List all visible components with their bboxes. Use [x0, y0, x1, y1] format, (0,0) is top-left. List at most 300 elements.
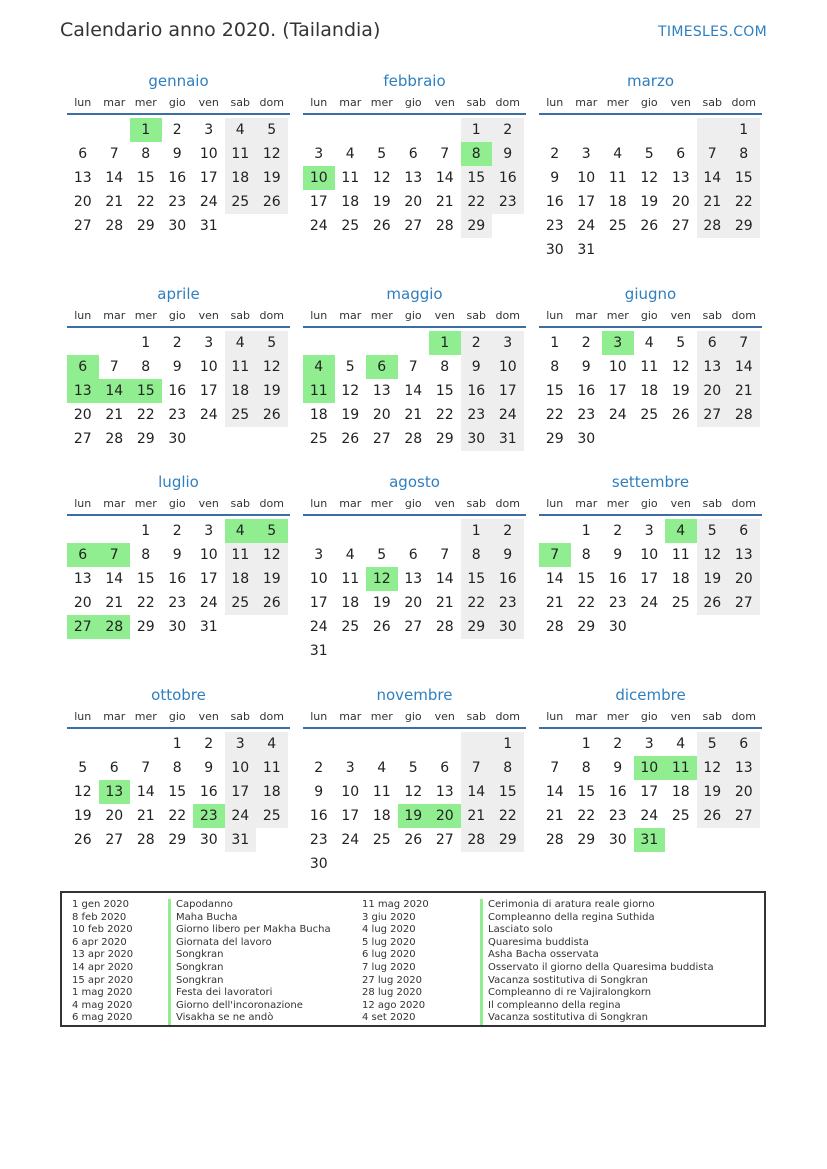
day-cell: 9	[461, 355, 493, 379]
month-name: ottobre	[151, 686, 206, 704]
day-cell: 29	[577, 832, 596, 848]
legend-holiday-name: Cerimonia di aratura reale giorno	[480, 899, 714, 912]
day-cell: 8	[141, 547, 151, 563]
day-cell: 29	[136, 431, 155, 447]
day-cell: 22	[461, 190, 493, 214]
empty-cell	[539, 118, 571, 142]
holiday-day-cell: 31	[634, 828, 666, 852]
day-cell: 20	[671, 194, 690, 210]
day-cell: 28	[136, 832, 155, 848]
day-cell: 1	[550, 335, 560, 351]
day-cell: 8	[461, 543, 493, 567]
legend-date: 27 lug 2020	[362, 974, 422, 986]
month-name: novembre	[376, 686, 453, 704]
day-cell: 8	[581, 547, 591, 563]
day-cell: 25	[671, 595, 690, 611]
weekday-label: gio	[168, 497, 186, 510]
day-cell: 13	[671, 170, 690, 186]
day-cell: 12	[640, 170, 659, 186]
day-cell: 21	[728, 379, 760, 403]
empty-cell	[461, 639, 493, 663]
day-cell: 30	[199, 832, 218, 848]
month-name: marzo	[626, 72, 675, 90]
weekday-label: mer	[370, 309, 393, 322]
day-cell: 6	[676, 146, 686, 162]
day-cell: 24	[199, 194, 218, 210]
weekday-label: mar	[103, 96, 126, 109]
day-cell: 28	[435, 218, 454, 234]
weekday-label: gio	[404, 96, 422, 109]
day-cell: 17	[577, 194, 596, 210]
legend-holiday-name: Capodanno	[168, 899, 331, 912]
day-cell: 4	[644, 335, 654, 351]
day-cell: 4	[345, 146, 355, 162]
day-cell: 6	[109, 760, 119, 776]
month-maggio	[303, 283, 526, 451]
empty-cell	[429, 639, 461, 663]
day-cell: 19	[256, 379, 288, 403]
empty-cell	[602, 238, 634, 262]
day-cell: 16	[608, 571, 627, 587]
day-cell: 30	[577, 431, 596, 447]
day-cell: 11	[372, 784, 391, 800]
legend-date: 8 feb 2020	[72, 911, 127, 923]
empty-cell	[366, 519, 398, 543]
day-cell: 5	[377, 146, 387, 162]
day-cell: 5	[408, 760, 418, 776]
day-cell: 11	[341, 571, 360, 587]
day-cell: 5	[697, 732, 729, 756]
holiday-day-cell: 3	[602, 331, 634, 355]
day-cell: 28	[404, 431, 423, 447]
legend-date: 12 ago 2020	[362, 999, 426, 1011]
empty-cell	[398, 519, 430, 543]
day-cell: 2	[172, 523, 182, 539]
day-cell: 16	[492, 567, 524, 591]
day-cell: 5	[676, 335, 686, 351]
day-cell: 7	[728, 331, 760, 355]
day-cell: 22	[136, 194, 155, 210]
day-cell: 18	[671, 571, 690, 587]
month-name: luglio	[158, 473, 199, 491]
weekday-label: dom	[731, 710, 756, 723]
empty-cell	[728, 828, 760, 852]
day-cell: 20	[728, 567, 760, 591]
day-cell: 15	[136, 571, 155, 587]
legend-holiday-name: Quaresima buddista	[480, 937, 714, 950]
month-name: aprile	[157, 285, 200, 303]
day-cell: 6	[408, 547, 418, 563]
weekday-label: ven	[198, 710, 219, 723]
day-cell: 15	[168, 784, 187, 800]
legend-date: 10 feb 2020	[72, 924, 133, 936]
day-grid	[303, 732, 526, 876]
weekday-header	[539, 92, 762, 115]
weekday-label: mar	[103, 309, 126, 322]
month-name: agosto	[389, 473, 440, 491]
day-cell: 3	[345, 760, 355, 776]
month-luglio	[67, 471, 290, 639]
weekday-label: lun	[74, 96, 92, 109]
empty-cell	[256, 214, 288, 238]
weekday-label: mer	[606, 309, 629, 322]
day-cell: 27	[671, 218, 690, 234]
empty-cell	[429, 732, 461, 756]
weekday-label: lun	[546, 710, 564, 723]
empty-cell	[461, 852, 493, 876]
empty-cell	[728, 427, 760, 451]
day-cell: 8	[728, 142, 760, 166]
day-cell: 10	[199, 359, 218, 375]
day-cell: 2	[172, 122, 182, 138]
day-cell: 27	[435, 832, 454, 848]
weekday-label: dom	[259, 710, 284, 723]
day-cell: 19	[256, 166, 288, 190]
day-cell: 16	[168, 383, 187, 399]
day-cell: 17	[225, 780, 257, 804]
weekday-header	[303, 305, 526, 328]
day-cell: 16	[492, 166, 524, 190]
day-cell: 14	[545, 571, 564, 587]
empty-cell	[665, 427, 697, 451]
empty-cell	[303, 732, 335, 756]
empty-cell	[67, 331, 99, 355]
empty-cell	[67, 118, 99, 142]
legend-holiday-name: Maha Bucha	[168, 912, 331, 925]
day-cell: 22	[728, 190, 760, 214]
legend-names-col-2	[480, 899, 714, 1025]
weekday-label: ven	[670, 497, 691, 510]
day-cell: 5	[377, 547, 387, 563]
weekday-label: mar	[339, 710, 362, 723]
day-cell: 13	[697, 355, 729, 379]
day-cell: 23	[309, 832, 328, 848]
day-cell: 7	[440, 146, 450, 162]
empty-cell	[256, 427, 288, 451]
day-cell: 27	[73, 431, 92, 447]
day-cell: 31	[225, 828, 257, 852]
legend-date: 4 set 2020	[362, 1012, 416, 1024]
day-cell: 23	[492, 190, 524, 214]
day-cell: 1	[581, 736, 591, 752]
weekday-label: mer	[606, 96, 629, 109]
day-cell: 27	[372, 431, 391, 447]
day-cell: 11	[608, 170, 627, 186]
holiday-day-cell: 7	[539, 543, 571, 567]
day-cell: 2	[550, 146, 560, 162]
weekday-label: sab	[702, 497, 722, 510]
day-cell: 29	[168, 832, 187, 848]
day-cell: 30	[461, 427, 493, 451]
empty-cell	[99, 331, 131, 355]
day-cell: 22	[136, 595, 155, 611]
day-cell: 20	[73, 194, 92, 210]
day-cell: 1	[141, 335, 151, 351]
day-cell: 12	[697, 756, 729, 780]
day-cell: 9	[613, 547, 623, 563]
empty-cell	[429, 118, 461, 142]
empty-cell	[256, 828, 288, 852]
day-cell: 9	[204, 760, 214, 776]
day-cell: 9	[172, 359, 182, 375]
holiday-day-cell: 6	[366, 355, 398, 379]
weekday-label: ven	[198, 309, 219, 322]
day-cell: 30	[168, 218, 187, 234]
weekday-label: dom	[259, 309, 284, 322]
legend-holiday-name: Compleanno della regina Suthida	[480, 912, 714, 925]
weekday-label: dom	[495, 710, 520, 723]
day-cell: 18	[372, 808, 391, 824]
weekday-label: gio	[640, 497, 658, 510]
day-cell: 17	[309, 595, 328, 611]
day-cell: 22	[136, 407, 155, 423]
day-cell: 22	[168, 808, 187, 824]
day-cell: 3	[314, 547, 324, 563]
empty-cell	[99, 519, 131, 543]
day-cell: 4	[345, 547, 355, 563]
legend-date: 1 gen 2020	[72, 899, 130, 910]
holiday-day-cell: 12	[366, 567, 398, 591]
day-cell: 1	[461, 118, 493, 142]
day-cell: 3	[644, 736, 654, 752]
weekday-label: mar	[339, 497, 362, 510]
holiday-day-cell: 6	[67, 543, 99, 567]
empty-cell	[728, 615, 760, 639]
legend-holiday-name: Songkran	[168, 949, 331, 962]
day-cell: 23	[492, 591, 524, 615]
day-cell: 10	[577, 170, 596, 186]
empty-cell	[571, 118, 603, 142]
day-cell: 14	[728, 355, 760, 379]
empty-cell	[539, 519, 571, 543]
holiday-legend	[60, 891, 766, 1027]
weekday-label: mer	[134, 309, 157, 322]
day-cell: 25	[309, 431, 328, 447]
empty-cell	[665, 118, 697, 142]
weekday-label: ven	[434, 96, 455, 109]
day-cell: 4	[225, 331, 257, 355]
empty-cell	[366, 852, 398, 876]
empty-cell	[303, 118, 335, 142]
weekday-label: ven	[670, 96, 691, 109]
weekday-header	[67, 305, 290, 328]
day-cell: 15	[577, 784, 596, 800]
holiday-day-cell: 15	[130, 379, 162, 403]
empty-cell	[697, 615, 729, 639]
day-cell: 12	[256, 142, 288, 166]
day-cell: 8	[581, 760, 591, 776]
day-cell: 12	[671, 359, 690, 375]
day-cell: 9	[550, 170, 560, 186]
day-cell: 7	[440, 547, 450, 563]
day-cell: 21	[105, 194, 124, 210]
day-cell: 24	[341, 832, 360, 848]
holiday-day-cell: 11	[303, 379, 335, 403]
day-cell: 25	[225, 591, 257, 615]
weekday-label: sab	[466, 96, 486, 109]
day-cell: 5	[256, 118, 288, 142]
weekday-label: ven	[670, 309, 691, 322]
day-cell: 11	[671, 547, 690, 563]
legend-date: 7 lug 2020	[362, 961, 416, 973]
empty-cell	[398, 639, 430, 663]
legend-date: 6 apr 2020	[72, 936, 127, 948]
weekday-label: gio	[404, 497, 422, 510]
day-cell: 26	[256, 403, 288, 427]
holiday-day-cell: 7	[99, 543, 131, 567]
day-cell: 11	[225, 543, 257, 567]
day-cell: 23	[168, 194, 187, 210]
day-cell: 17	[640, 571, 659, 587]
weekday-label: ven	[670, 710, 691, 723]
weekday-label: sab	[702, 96, 722, 109]
empty-cell	[99, 732, 131, 756]
day-cell: 16	[199, 784, 218, 800]
weekday-label: gio	[404, 710, 422, 723]
day-cell: 10	[225, 756, 257, 780]
day-cell: 14	[404, 383, 423, 399]
holiday-day-cell: 1	[429, 331, 461, 355]
day-grid	[539, 118, 762, 262]
empty-cell	[398, 852, 430, 876]
weekday-header	[539, 305, 762, 328]
weekday-header	[67, 493, 290, 516]
day-cell: 18	[225, 567, 257, 591]
day-cell: 16	[168, 571, 187, 587]
day-cell: 26	[256, 591, 288, 615]
empty-cell	[225, 427, 257, 451]
day-cell: 11	[256, 756, 288, 780]
day-cell: 25	[225, 190, 257, 214]
empty-cell	[539, 732, 571, 756]
holiday-day-cell: 10	[634, 756, 666, 780]
day-cell: 27	[105, 832, 124, 848]
legend-holiday-name: Giorno dell'incoronazione	[168, 1000, 331, 1013]
weekday-label: dom	[495, 96, 520, 109]
day-cell: 29	[492, 828, 524, 852]
weekday-label: gio	[404, 309, 422, 322]
day-cell: 29	[577, 619, 596, 635]
day-cell: 22	[545, 407, 564, 423]
day-cell: 18	[608, 194, 627, 210]
day-cell: 26	[372, 619, 391, 635]
weekday-label: mer	[606, 497, 629, 510]
day-cell: 24	[199, 407, 218, 423]
weekday-label: lun	[74, 710, 92, 723]
weekday-label: ven	[198, 497, 219, 510]
day-cell: 18	[341, 194, 360, 210]
day-cell: 2	[613, 736, 623, 752]
day-cell: 9	[581, 359, 591, 375]
day-cell: 15	[461, 166, 493, 190]
brand-link[interactable]: TIMESLES.COM	[658, 24, 767, 40]
day-cell: 17	[608, 383, 627, 399]
weekday-label: ven	[434, 309, 455, 322]
day-cell: 9	[492, 543, 524, 567]
day-cell: 31	[309, 643, 328, 659]
day-cell: 30	[168, 431, 187, 447]
day-cell: 25	[608, 218, 627, 234]
day-cell: 10	[608, 359, 627, 375]
empty-cell	[398, 732, 430, 756]
day-cell: 31	[199, 619, 218, 635]
empty-cell	[366, 639, 398, 663]
empty-cell	[492, 214, 524, 238]
day-cell: 1	[141, 523, 151, 539]
weekday-label: dom	[259, 96, 284, 109]
day-grid	[539, 331, 762, 451]
day-cell: 23	[545, 218, 564, 234]
day-cell: 13	[728, 543, 760, 567]
day-cell: 15	[545, 383, 564, 399]
weekday-header	[67, 706, 290, 729]
day-cell: 23	[608, 808, 627, 824]
day-cell: 2	[172, 335, 182, 351]
holiday-day-cell: 4	[303, 355, 335, 379]
day-cell: 1	[461, 519, 493, 543]
legend-holiday-name: Asha Bacha osservata	[480, 949, 714, 962]
day-cell: 13	[372, 383, 391, 399]
day-cell: 12	[372, 170, 391, 186]
day-cell: 23	[608, 595, 627, 611]
legend-dates-col-1	[72, 899, 133, 1025]
day-cell: 20	[404, 194, 423, 210]
legend-holiday-name: Songkran	[168, 975, 331, 988]
month-settembre	[539, 471, 762, 639]
day-cell: 28	[697, 214, 729, 238]
day-cell: 2	[492, 118, 524, 142]
legend-names-col-1	[168, 899, 331, 1025]
empty-cell	[697, 238, 729, 262]
day-cell: 30	[492, 615, 524, 639]
day-cell: 31	[492, 427, 524, 451]
day-cell: 15	[435, 383, 454, 399]
day-cell: 29	[461, 615, 493, 639]
day-cell: 20	[73, 407, 92, 423]
empty-cell	[303, 331, 335, 355]
day-cell: 2	[204, 736, 214, 752]
day-cell: 2	[581, 335, 591, 351]
day-cell: 16	[545, 194, 564, 210]
legend-holiday-name: Songkran	[168, 962, 331, 975]
day-cell: 30	[168, 619, 187, 635]
weekday-label: mar	[575, 497, 598, 510]
day-cell: 28	[435, 619, 454, 635]
month-name: settembre	[611, 473, 690, 491]
day-cell: 29	[545, 431, 564, 447]
day-cell: 16	[168, 170, 187, 186]
day-cell: 29	[435, 431, 454, 447]
day-cell: 8	[141, 146, 151, 162]
day-cell: 23	[461, 403, 493, 427]
day-cell: 20	[404, 595, 423, 611]
day-cell: 2	[461, 331, 493, 355]
day-cell: 20	[728, 780, 760, 804]
day-cell: 25	[640, 407, 659, 423]
weekday-label: lun	[74, 497, 92, 510]
legend-date: 6 mag 2020	[72, 1012, 133, 1024]
day-cell: 7	[550, 760, 560, 776]
day-cell: 19	[697, 567, 729, 591]
weekday-label: ven	[198, 96, 219, 109]
empty-cell	[665, 615, 697, 639]
day-cell: 26	[404, 832, 423, 848]
day-cell: 6	[78, 146, 88, 162]
day-cell: 22	[435, 407, 454, 423]
empty-cell	[256, 615, 288, 639]
day-cell: 25	[372, 832, 391, 848]
empty-cell	[335, 519, 367, 543]
